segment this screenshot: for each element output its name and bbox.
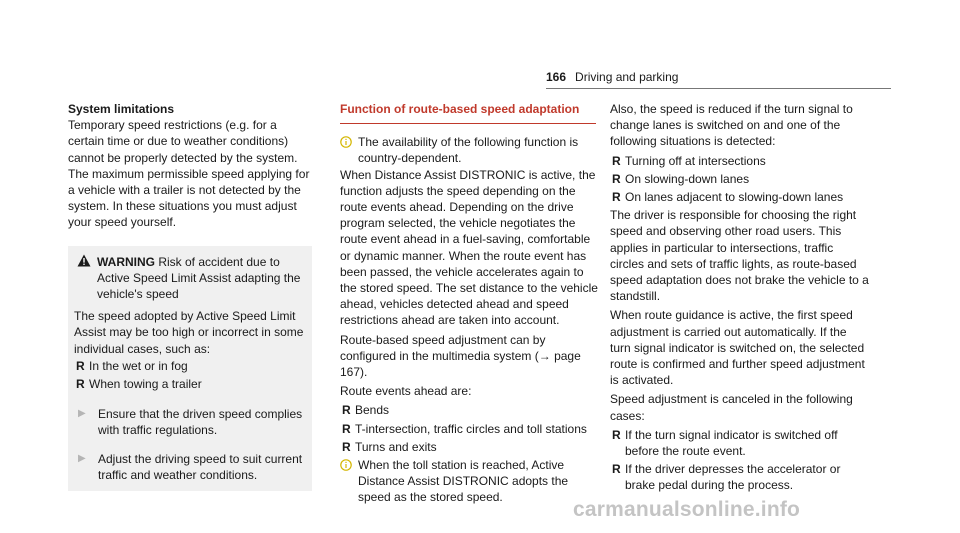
paragraph: Also, the speed is reduced if the turn signal to change lanes is switched on and one of the following situations is detected:: [610, 102, 853, 149]
page-number: 166: [546, 70, 567, 84]
info-icon: [340, 134, 358, 150]
watermark: carmanualsonline.info: [573, 498, 801, 521]
list-item: R Bends: [342, 403, 390, 418]
column-route-based-adaptation: [340, 101, 598, 506]
page-section-title: Driving and parking: [575, 70, 679, 84]
action-step: ▶ Ensure that the driven speed complies with traffic regulations.: [74, 406, 306, 438]
system-limitations-heading: System limitations: [68, 102, 175, 116]
cancel-cases-list: [610, 427, 870, 494]
paragraph: Route events ahead are:: [340, 384, 472, 399]
warning-triangle-icon: [74, 254, 97, 303]
note: When the toll station is reached, Active Distance Assist DISTRONIC adopts the speed as the stored speed.: [340, 457, 598, 506]
header-divider: [546, 88, 891, 89]
page-header: [546, 69, 678, 85]
list-item: R Turns and exits: [342, 439, 437, 454]
route-events-list: [340, 402, 598, 455]
section-title-underline: [340, 123, 596, 124]
action-step: ▶ Adjust the driving speed to suit current traffic and weather conditions.: [74, 451, 306, 483]
warning-body: The speed adopted by Active Speed Limit Assist may be too high or incorrect in some individual cases, such as:: [74, 309, 304, 356]
warning-title: Risk of accident due to Active Speed Limit Assist adapting the vehicle's speed: [97, 254, 301, 302]
column-speed-reduction: [610, 101, 870, 496]
list-item: R Turning off at intersections: [612, 153, 766, 168]
action-arrow-icon: ▶: [78, 452, 86, 464]
section-title: Function of route-based speed adaptation: [340, 102, 580, 116]
info-icon: [340, 457, 358, 473]
list-item: R T-intersection, traffic circles and toll stations: [342, 421, 587, 436]
system-limitations-text: Temporary speed restrictions (e.g. for a certain time or due to weather conditions) cannot be properly detected by the system. The maximum permissible speed applying for a vehicle with a trailer is not detected by the system. In these situations you must adjust your speed yourself.: [68, 118, 310, 230]
warning-list: [74, 358, 306, 392]
action-arrow-icon: ▶: [78, 408, 86, 420]
warning-box: [68, 246, 312, 491]
paragraph: Route-based speed adjustment can by configured in the multimedia system (→ page 167).: [340, 332, 581, 380]
paragraph: When Distance Assist DISTRONIC is active, the function adjusts the speed depending on the route events ahead. Depending on the drive program selected, the vehicle negotiates the route event ahead in a fuel-saving, comfortable or dynamic manner. When the route event has been passed, the vehicle accelerates again to the stored speed. The set distance to the vehicle ahead, vehicles detected ahead and speed restrictions ahead are taken into account.: [340, 167, 598, 328]
situations-list: [610, 153, 870, 206]
paragraph: Speed adjustment is canceled in the following cases:: [610, 392, 853, 423]
list-item: R When towing a trailer: [76, 377, 202, 392]
note: The availability of the following function is country-dependent.: [340, 134, 598, 166]
list-item: R If the driver depresses the accelerator or brake pedal during the process.: [612, 462, 841, 493]
list-item: R If the turn signal indicator is switched off before the route event.: [612, 427, 838, 459]
paragraph: When route guidance is active, the first speed adjustment is carried out automatically. If the turn signal indicator is switched on, the selected route is confirmed and further speed adjustment is activated.: [610, 308, 865, 388]
warning-label: WARNING: [97, 254, 155, 269]
list-item: R In the wet or in fog: [76, 358, 188, 373]
paragraph: The driver is responsible for choosing the right speed and observing other road users. This applies in particular to intersections, traffic circles and sets of traffic lights, as route-based speed adaptation does not brake the vehicle to a standstill.: [610, 208, 869, 304]
column-system-limitations: [68, 101, 312, 491]
list-item: R On lanes adjacent to slowing-down lanes: [612, 190, 844, 205]
list-item: R On slowing-down lanes: [612, 171, 750, 186]
